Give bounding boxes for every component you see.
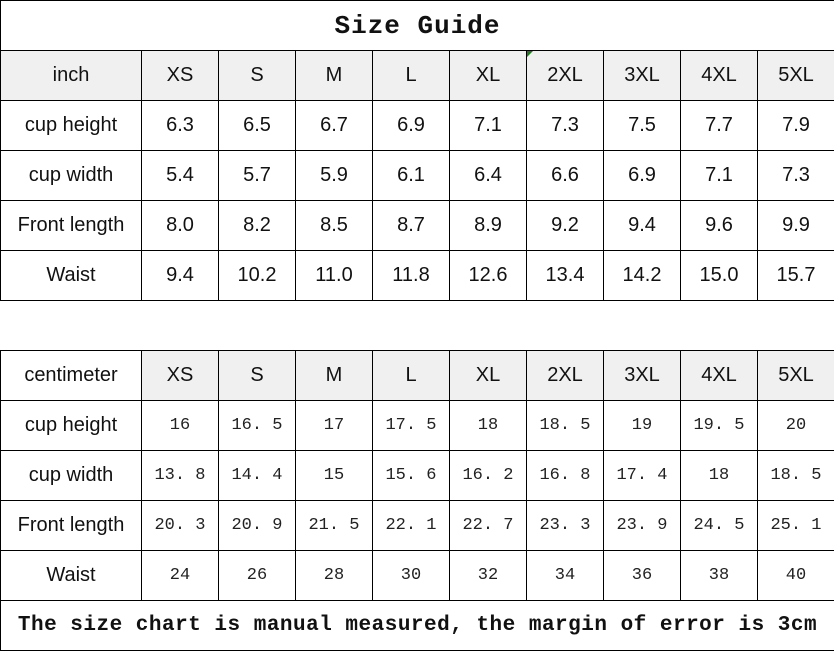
- measurement-label: Front length: [1, 201, 142, 251]
- inch-value: 12.6: [450, 251, 527, 301]
- size-header-xl: XL: [450, 351, 527, 401]
- size-header-s: S: [219, 351, 296, 401]
- cm-value: 16. 8: [527, 451, 604, 501]
- cm-value: 34: [527, 551, 604, 601]
- size-header-l: L: [373, 51, 450, 101]
- cm-value: 15. 6: [373, 451, 450, 501]
- cm-value: 18: [681, 451, 758, 501]
- inch-value: 8.5: [296, 201, 373, 251]
- inch-value: 5.9: [296, 151, 373, 201]
- inch-value: 9.9: [758, 201, 834, 251]
- inch-value: 14.2: [604, 251, 681, 301]
- inch-value: 7.3: [758, 151, 834, 201]
- disclaimer-text: The size chart is manual measured, the margin of error is 3cm: [1, 601, 834, 651]
- measurement-label: Waist: [1, 251, 142, 301]
- cm-value: 17: [296, 401, 373, 451]
- size-header-m: M: [296, 351, 373, 401]
- cm-value: 24. 5: [681, 501, 758, 551]
- cm-value: 15: [296, 451, 373, 501]
- cm-value: 38: [681, 551, 758, 601]
- inch-value: 13.4: [527, 251, 604, 301]
- inch-value: 8.9: [450, 201, 527, 251]
- cm-value: 23. 3: [527, 501, 604, 551]
- inch-value: 8.7: [373, 201, 450, 251]
- inch-value: 15.0: [681, 251, 758, 301]
- inch-value: 6.4: [450, 151, 527, 201]
- cm-value: 20: [758, 401, 834, 451]
- inch-value: 7.5: [604, 101, 681, 151]
- cm-value: 20. 9: [219, 501, 296, 551]
- cm-value: 22. 7: [450, 501, 527, 551]
- cm-value: 23. 9: [604, 501, 681, 551]
- cm-value: 22. 1: [373, 501, 450, 551]
- cm-header-row: [1, 351, 834, 401]
- size-header-l: L: [373, 351, 450, 401]
- inch-value: 7.7: [681, 101, 758, 151]
- size-header-xs: XS: [142, 51, 219, 101]
- inch-value: 6.3: [142, 101, 219, 151]
- size-header-5xl: 5XL: [758, 351, 834, 401]
- cm-value: 32: [450, 551, 527, 601]
- inch-value: 6.5: [219, 101, 296, 151]
- size-header-4xl: 4XL: [681, 351, 758, 401]
- cm-value: 14. 4: [219, 451, 296, 501]
- inch-value: 8.2: [219, 201, 296, 251]
- table-gap-row: [1, 301, 834, 351]
- inch-value: 9.6: [681, 201, 758, 251]
- size-header-3xl: 3XL: [604, 351, 681, 401]
- cm-value: 17. 4: [604, 451, 681, 501]
- inch-value: 10.2: [219, 251, 296, 301]
- inch-unit-header: inch: [1, 51, 142, 101]
- cm-value: 17. 5: [373, 401, 450, 451]
- size-header-m: M: [296, 51, 373, 101]
- cell-corner-marker-icon: [527, 51, 533, 57]
- cm-unit-header: centimeter: [1, 351, 142, 401]
- cm-value: 16. 5: [219, 401, 296, 451]
- cm-value: 16: [142, 401, 219, 451]
- inch-value: 9.4: [604, 201, 681, 251]
- inch-value: 5.7: [219, 151, 296, 201]
- measurement-label: Front length: [1, 501, 142, 551]
- cm-value: 20. 3: [142, 501, 219, 551]
- inch-value: 7.9: [758, 101, 834, 151]
- cm-value: 24: [142, 551, 219, 601]
- size-header-s: S: [219, 51, 296, 101]
- size-header-2xl: 2XL: [527, 351, 604, 401]
- inch-value: 9.4: [142, 251, 219, 301]
- cm-row-cup-height: [1, 401, 834, 451]
- cm-value: 30: [373, 551, 450, 601]
- size-header-xs: XS: [142, 351, 219, 401]
- cm-value: 19. 5: [681, 401, 758, 451]
- inch-value: 5.4: [142, 151, 219, 201]
- measurement-label: Waist: [1, 551, 142, 601]
- cm-value: 19: [604, 401, 681, 451]
- size-header-4xl: 4XL: [681, 51, 758, 101]
- footer-row: [1, 601, 834, 651]
- inch-value: 6.1: [373, 151, 450, 201]
- cm-row-front-length: [1, 501, 834, 551]
- cm-value: 16. 2: [450, 451, 527, 501]
- size-header-3xl: 3XL: [604, 51, 681, 101]
- inch-value: 15.7: [758, 251, 834, 301]
- inch-row-cup-width: [1, 151, 834, 201]
- inch-value: 11.8: [373, 251, 450, 301]
- inch-value: 6.9: [604, 151, 681, 201]
- inch-value: 7.1: [450, 101, 527, 151]
- inch-row-waist: [1, 251, 834, 301]
- measurement-label: cup width: [1, 451, 142, 501]
- inch-value: 9.2: [527, 201, 604, 251]
- measurement-label: cup height: [1, 401, 142, 451]
- inch-value: 11.0: [296, 251, 373, 301]
- size-header-2xl: 2XL: [527, 51, 604, 101]
- inch-value: 7.1: [681, 151, 758, 201]
- cm-value: 36: [604, 551, 681, 601]
- cm-value: 13. 8: [142, 451, 219, 501]
- page-title: Size Guide: [1, 1, 834, 51]
- inch-value: 6.7: [296, 101, 373, 151]
- cm-value: 21. 5: [296, 501, 373, 551]
- inch-row-cup-height: [1, 101, 834, 151]
- cm-row-waist: [1, 551, 834, 601]
- measurement-label: cup height: [1, 101, 142, 151]
- inch-value: 6.9: [373, 101, 450, 151]
- table-gap: [1, 301, 834, 351]
- inch-header-row: [1, 51, 834, 101]
- cm-row-cup-width: [1, 451, 834, 501]
- inch-row-front-length: [1, 201, 834, 251]
- cm-value: 18. 5: [758, 451, 834, 501]
- cm-value: 28: [296, 551, 373, 601]
- cm-value: 18. 5: [527, 401, 604, 451]
- cm-value: 25. 1: [758, 501, 834, 551]
- inch-value: 6.6: [527, 151, 604, 201]
- cm-value: 18: [450, 401, 527, 451]
- inch-value: 7.3: [527, 101, 604, 151]
- size-header-5xl: 5XL: [758, 51, 834, 101]
- cm-value: 26: [219, 551, 296, 601]
- measurement-label: cup width: [1, 151, 142, 201]
- title-row: [1, 1, 834, 51]
- inch-value: 8.0: [142, 201, 219, 251]
- size-header-xl: XL: [450, 51, 527, 101]
- cm-value: 40: [758, 551, 834, 601]
